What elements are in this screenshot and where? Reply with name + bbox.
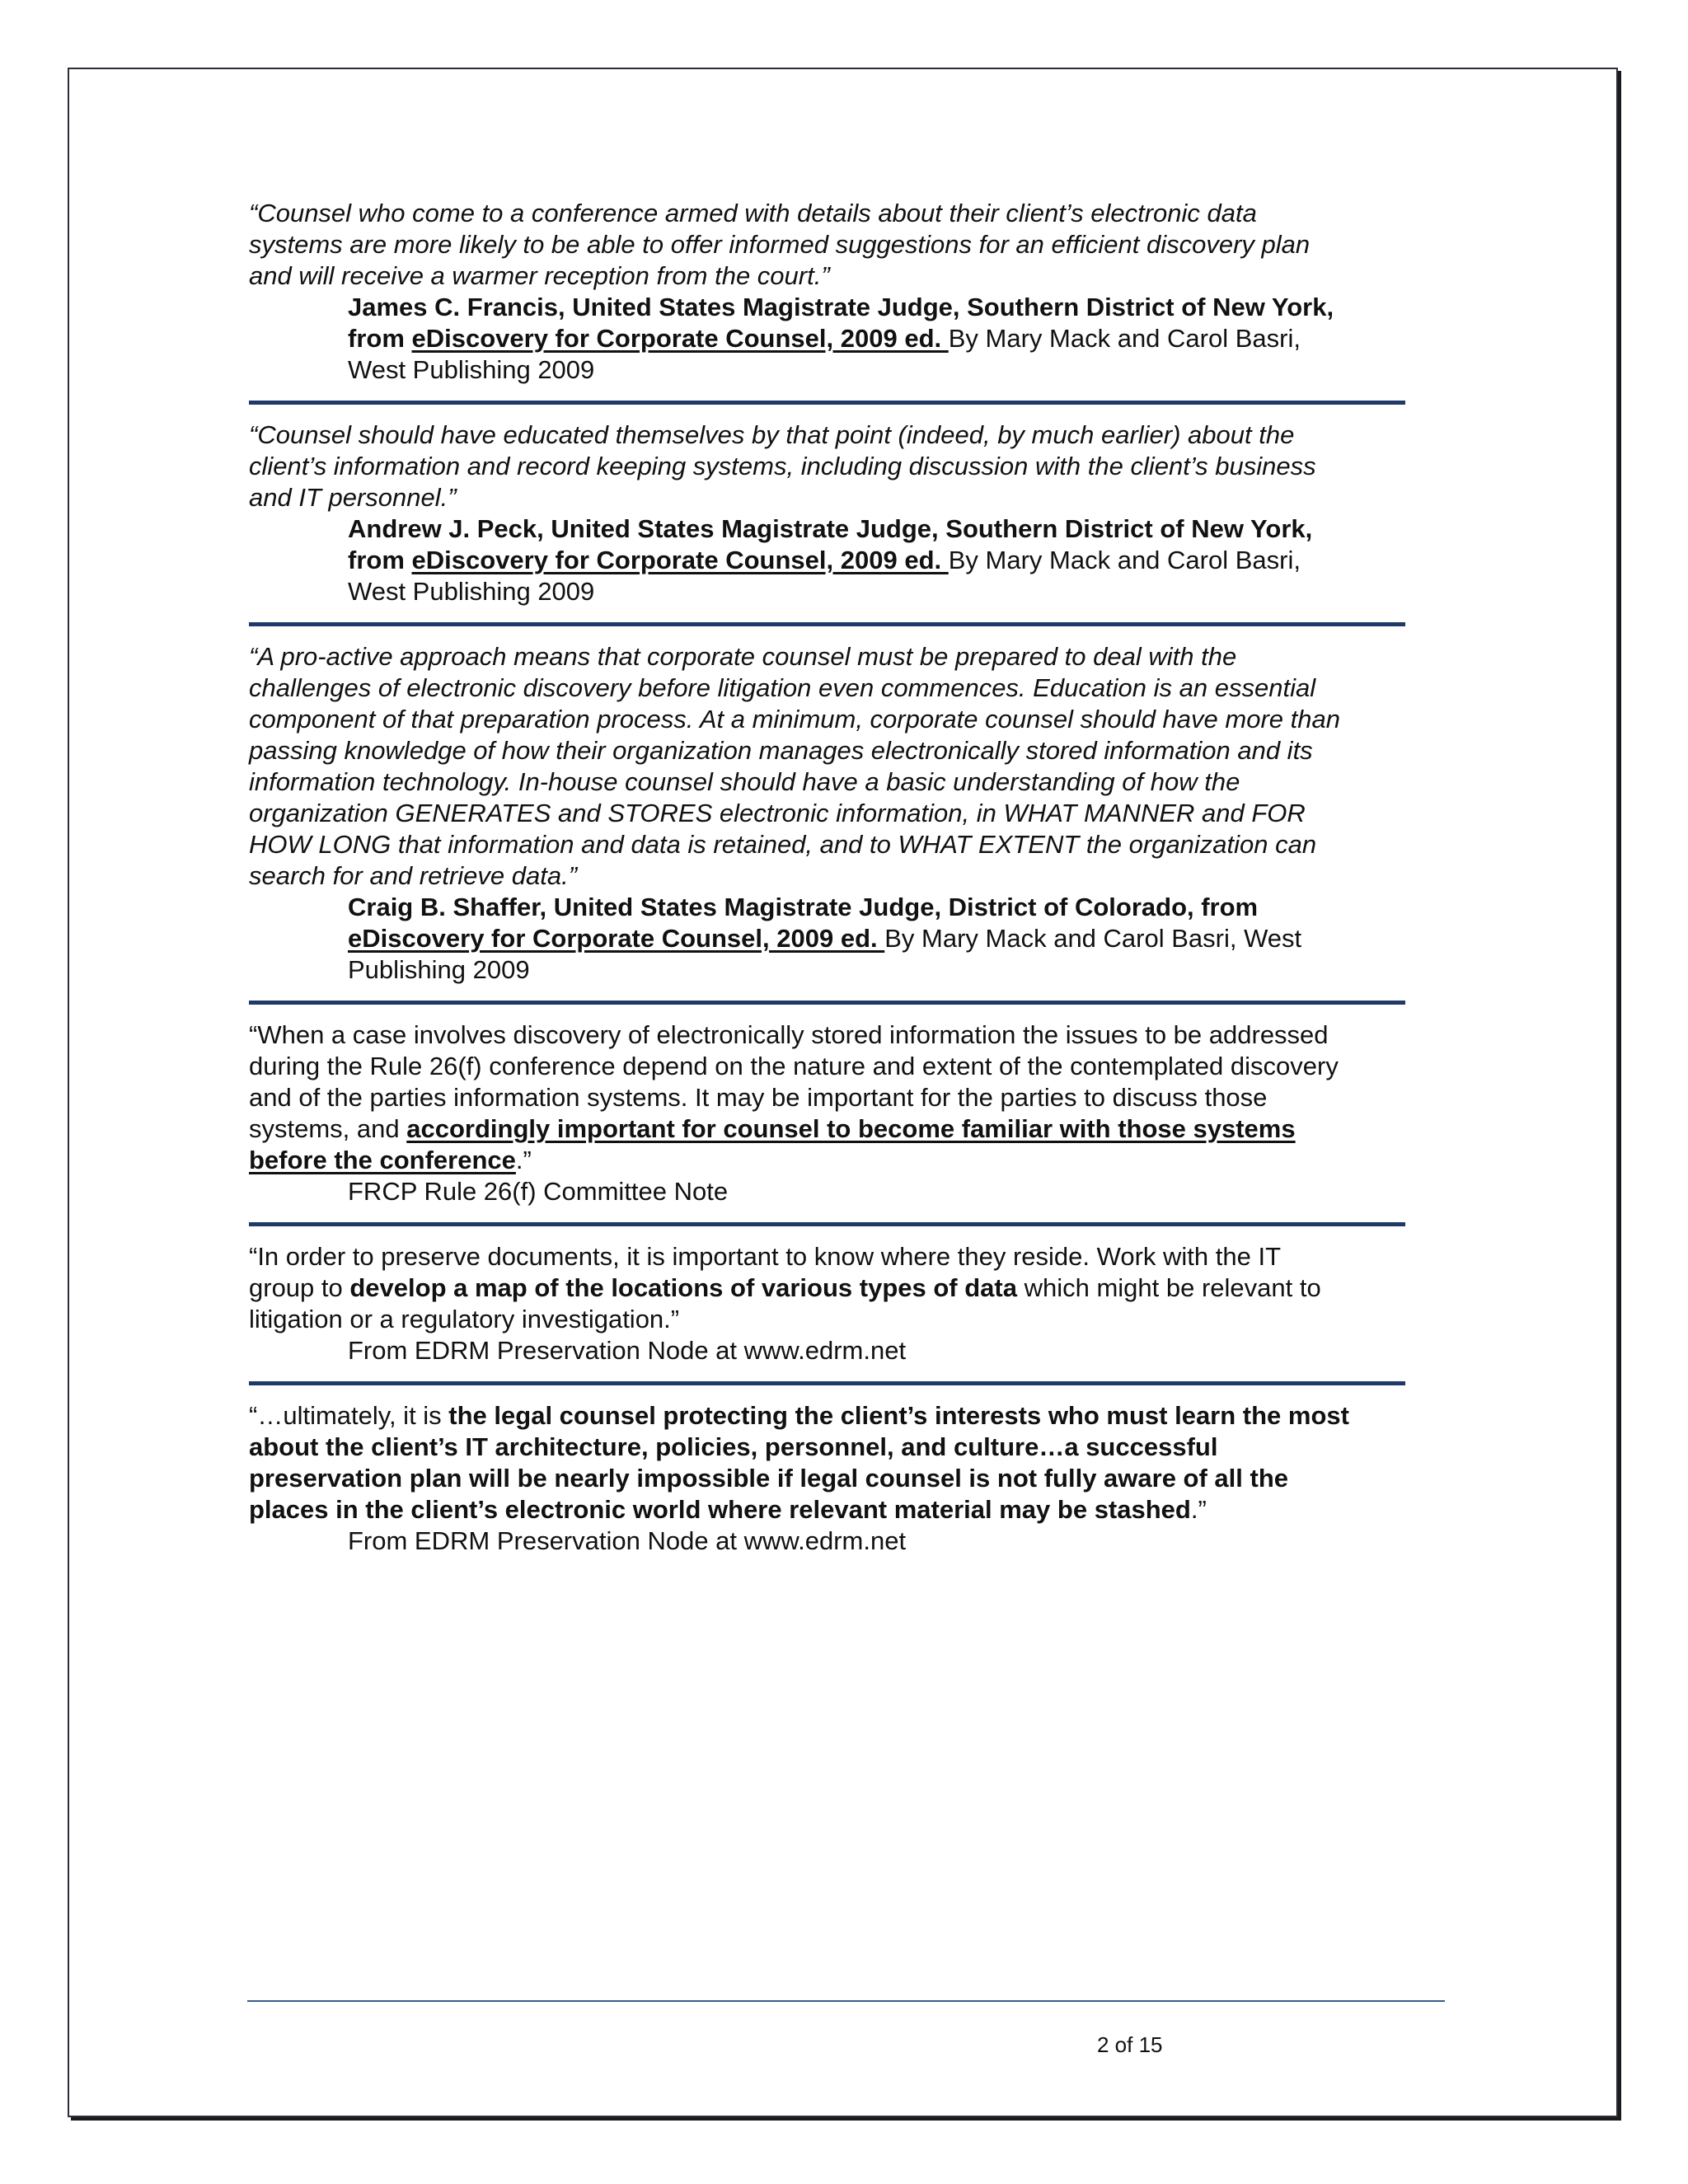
book-title: eDiscovery for Corporate Counsel, 2009 ed. (411, 546, 949, 574)
quote-text-line (249, 1113, 1419, 1145)
attribution-source (348, 323, 1419, 354)
quote-text-line (249, 1145, 1419, 1176)
attribution-publisher: Publishing 2009 (348, 955, 530, 984)
quote-text-line: and will receive a warmer reception from the court.” (249, 261, 830, 290)
quote-text-line: HOW LONG that information and data is retained, and to WHAT EXTENT the organization can (249, 830, 1317, 859)
quote-text-line: “Counsel should have educated themselves by that point (indeed, by much earlier) about the (249, 420, 1295, 449)
attribution-source: From EDRM Preservation Node at www.edrm.net (348, 1526, 907, 1555)
quote-plain-text: .” (1190, 1495, 1207, 1524)
book-authors: By Mary Mack and Carol Basri, (948, 546, 1301, 574)
quote-block-edrm-map (249, 1241, 1419, 1366)
section-divider (249, 1001, 1405, 1005)
quote-text-line: and IT personnel.” (249, 483, 457, 512)
attribution-publisher: West Publishing 2009 (348, 577, 595, 606)
quote-text-line: “A pro-active approach means that corporate counsel must be prepared to deal with the (249, 642, 1237, 671)
quote-text-line: “In order to preserve documents, it is important to know where they reside. Work with the IT (249, 1242, 1282, 1271)
quote-text-line: about the client’s IT architecture, policies, personnel, and culture…a successful (249, 1432, 1218, 1461)
quote-plain-text: .” (515, 1146, 532, 1174)
attribution-publisher: West Publishing 2009 (348, 355, 595, 384)
quote-emphasis: before the conference (249, 1146, 516, 1174)
quote-block-peck (249, 419, 1419, 607)
quote-text-line (249, 1272, 1419, 1304)
quote-text-line: search for and retrieve data.” (249, 861, 578, 890)
attribution-source (348, 545, 1419, 576)
section-divider (249, 401, 1405, 405)
quote-text-line: “Counsel who come to a conference armed with details about their client’s electronic data (249, 199, 1257, 227)
section-divider (249, 622, 1405, 626)
quote-emphasis: accordingly important for counsel to become familiar with those systems (406, 1114, 1296, 1143)
attribution-author: James C. Francis, United States Magistrate Judge, Southern District of New York, (348, 293, 1334, 321)
quote-plain-text: group to (249, 1273, 350, 1302)
attribution-from: from (348, 324, 412, 353)
quotes-content (249, 198, 1419, 1557)
section-divider (249, 1381, 1405, 1385)
quote-text-line (249, 1400, 1419, 1432)
attribution-source: FRCP Rule 26(f) Committee Note (348, 1177, 729, 1206)
book-authors: By Mary Mack and Carol Basri, West (884, 924, 1302, 953)
book-title: eDiscovery for Corporate Counsel, 2009 ed. (411, 324, 949, 353)
quote-text-line: litigation or a regulatory investigation.” (249, 1305, 680, 1333)
footer-rule (247, 2000, 1445, 2002)
quote-text-line (249, 1494, 1419, 1526)
quote-block-francis (249, 198, 1419, 386)
book-title: eDiscovery for Corporate Counsel, 2009 ed. (348, 924, 885, 953)
attribution-author: Andrew J. Peck, United States Magistrate Judge, Southern District of New York, (348, 514, 1313, 543)
quote-bold-text: places in the client’s electronic world where relevant material may be stashed (249, 1495, 1191, 1524)
quote-text-line: systems are more likely to be able to offer informed suggestions for an efficient discovery plan (249, 230, 1311, 259)
section-divider (249, 1222, 1405, 1226)
attribution-source: From EDRM Preservation Node at www.edrm.net (348, 1336, 907, 1365)
quote-plain-text: which might be relevant to (1016, 1273, 1321, 1302)
page-number: 2 of 15 (1097, 2032, 1163, 2057)
quote-block-shaffer (249, 641, 1419, 986)
attribution-source (348, 923, 1419, 954)
quote-plain-text: “…ultimately, it is (249, 1401, 449, 1430)
quote-text-line: information technology. In-house counsel should have a basic understanding of how the (249, 767, 1240, 796)
book-authors: By Mary Mack and Carol Basri, (948, 324, 1301, 353)
quote-text-line: “When a case involves discovery of electronically stored information the issues to be addressed (249, 1020, 1329, 1049)
quote-block-frcp (249, 1019, 1419, 1207)
quote-text-line: passing knowledge of how their organization manages electronically stored information and its (249, 736, 1313, 765)
quote-block-edrm-counsel (249, 1400, 1419, 1557)
attribution-author: Craig B. Shaffer, United States Magistrate Judge, District of Colorado, from (348, 893, 1259, 921)
quote-plain-text: systems, and (249, 1114, 407, 1143)
quote-text-line: organization GENERATES and STORES electronic information, in WHAT MANNER and FOR (249, 799, 1306, 827)
quote-bold-text: the legal counsel protecting the client’s interests who must learn the most (448, 1401, 1349, 1430)
quote-bold-text: develop a map of the locations of various types of data (349, 1273, 1017, 1302)
quote-text-line: during the Rule 26(f) conference depend on the nature and extent of the contemplated discovery (249, 1052, 1339, 1080)
quote-text-line: component of that preparation process. At a minimum, corporate counsel should have more than (249, 705, 1340, 733)
quote-text-line: challenges of electronic discovery before litigation even commences. Education is an essential (249, 673, 1316, 702)
quote-text-line: preservation plan will be nearly impossible if legal counsel is not fully aware of all the (249, 1464, 1289, 1493)
quote-text-line: client’s information and record keeping systems, including discussion with the client’s business (249, 452, 1316, 480)
attribution-from: from (348, 546, 412, 574)
quote-text-line: and of the parties information systems. It may be important for the parties to discuss those (249, 1083, 1268, 1112)
